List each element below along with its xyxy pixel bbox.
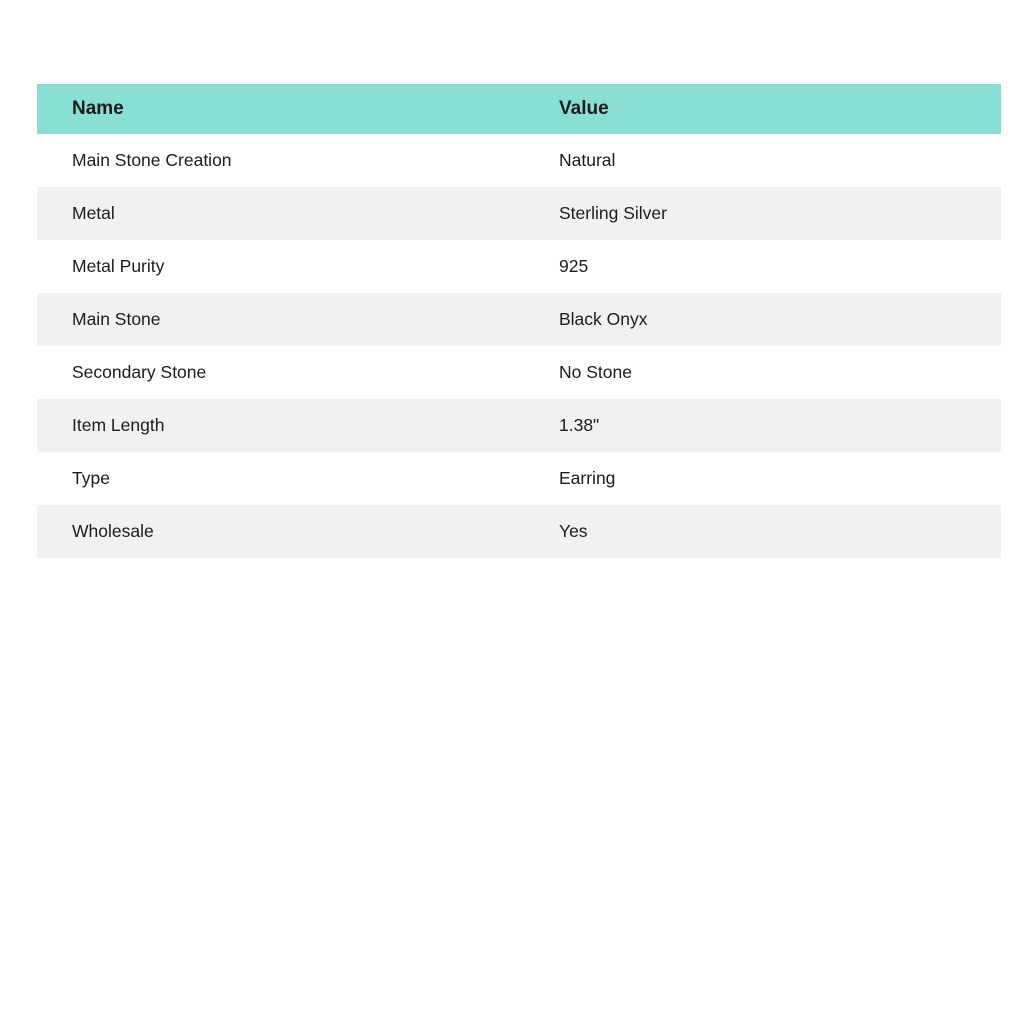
cell-attribute-value: 925 <box>524 240 1001 293</box>
table-row <box>37 505 1001 558</box>
cell-attribute-name: Main Stone Creation <box>37 134 524 187</box>
cell-attribute-name: Metal <box>37 187 524 240</box>
cell-attribute-value: Earring <box>524 452 1001 505</box>
cell-attribute-name: Main Stone <box>37 293 524 346</box>
cell-attribute-value: No Stone <box>524 346 1001 399</box>
cell-attribute-value: Natural <box>524 134 1001 187</box>
column-header-value: Value <box>524 84 1001 134</box>
cell-attribute-name: Secondary Stone <box>37 346 524 399</box>
cell-attribute-name: Metal Purity <box>37 240 524 293</box>
table-row <box>37 134 1001 187</box>
cell-attribute-name: Wholesale <box>37 505 524 558</box>
cell-attribute-value: Black Onyx <box>524 293 1001 346</box>
cell-attribute-name: Type <box>37 452 524 505</box>
column-header-name: Name <box>37 84 524 134</box>
table-header <box>37 84 1001 134</box>
table-row <box>37 399 1001 452</box>
table-row <box>37 240 1001 293</box>
table-row <box>37 452 1001 505</box>
cell-attribute-value: 1.38" <box>524 399 1001 452</box>
table-header-row <box>37 84 1001 134</box>
table-body <box>37 134 1001 558</box>
cell-attribute-value: Sterling Silver <box>524 187 1001 240</box>
table-row <box>37 187 1001 240</box>
table-row <box>37 293 1001 346</box>
specifications-table <box>37 84 1001 558</box>
cell-attribute-value: Yes <box>524 505 1001 558</box>
table-row <box>37 346 1001 399</box>
cell-attribute-name: Item Length <box>37 399 524 452</box>
